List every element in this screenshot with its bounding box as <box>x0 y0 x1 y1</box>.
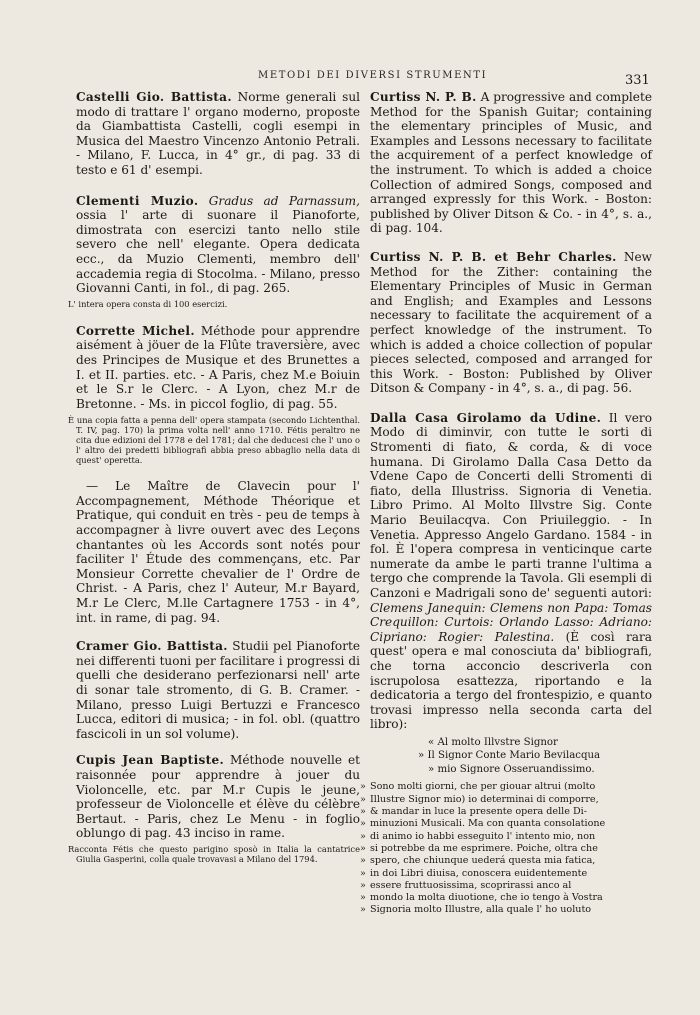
entry-heading: Clementi Muzio. <box>76 193 199 208</box>
right-column <box>360 90 652 917</box>
quote-line: » Sono molti giorni, che per giouar altrui (molto <box>360 781 596 793</box>
entry-heading: Curtiss N. P. B. <box>370 90 477 104</box>
entry-text: Studii pel Pianoforte nei differenti tuoni per facilitare i progressi di quelli che desiderano perfezionarsi nell' arte di sonar tale stromento, di G. B. Cramer. - Milano, presso Luigi Bertuzzi e Francesco Lucca, editori di musica; - in fol. obl. (quattro fascicoli in un sol volume). <box>76 639 360 741</box>
entry-authors: Clemens Janequin: Clemens non Papa: Tomas Crequillon: Curtois: Orlando Lasso: Adriano: Cipriano: Rogier: Palestina. <box>370 600 652 644</box>
entry-text: Il vero Modo di diminvir, con tutte le sorti di Stromenti di fiato, & corda, & di voce humana. Di Girolamo Dalla Casa Detto da Vdene Capo de Concerti delli Stromenti di fiato, della Illustriss. Signoria di Venetia. Libro Primo. Al Molto Illvstre Sig. Conte Mario Beuilacqva. Con Priuileggio. - In Venetia. Appresso Angelo Gardano. 1584 - in fol. È l'opera compresa in venticinque carte numerate da ambe le parti tranne l'ultima a tergo che comprende la Tavola. Gli esempli di Canzoni e Madrigali sono de' seguenti autori: <box>370 410 652 600</box>
entry-heading: Cramer Gio. Battista. <box>76 639 228 654</box>
entry-dalla-casa <box>370 411 652 732</box>
entry-note: Racconta Fétis che questo parigino sposò in Italia la cantatrice Giulia Gasperini, colla quale trovavasi a Milano del 1794. <box>68 843 360 864</box>
left-column <box>68 90 360 864</box>
verse-line: » mio Signore Osseruandissimo. <box>428 763 595 775</box>
entry-heading: Dalla Casa Girolamo da Udine. <box>370 410 602 425</box>
page-number: 331 <box>625 73 650 88</box>
entry-note: L' intera opera consta di 100 esercizi. <box>68 298 228 309</box>
entry-text: Méthode nouvelle et raisonnée pour apprendre à jouer du Violoncelle, etc. par M.r Cupis le jeune, professeur de Violoncelle et élève du célèbre Bertaut. - Paris, chez Le Menu - in foglio oblungo di pag. 43 inciso in rame. <box>76 753 360 841</box>
entry-castelli <box>76 90 360 178</box>
entry-text: A progressive and complete Method for the Spanish Guitar; containing the elementary principles of Music, and Examples and Lessons necessary to facilitate the acquirement of a perfect knowledge of the instrument. To which is added a choice Collection of admired Songs, composed and arranged expressly for this Work. - Boston: published by Oliver Ditson & Co. - in 4°, s. a., di pag. 104. <box>370 90 652 236</box>
verse-line: « Al molto Illvstre Signor <box>428 736 558 748</box>
running-title: METODI DEI DIVERSI STRUMENTI <box>258 70 488 81</box>
entry-text-continued: (È così rara quest' opera e mal conosciuta da' bibliografi, che torna acconcio descriverla con iscrupolosa esattezza, riportando e la dedicatoria a tergo del frontespizio, e quanto trovasi impresso nella seconda carta del libro): <box>370 629 652 732</box>
entry-text: Norme generali sul modo di trattare l' organo moderno, proposte da Giambattista Castelli, cogli esempi in Musica del Maestro Vincenzo Antonio Petrali. - Milano, F. Lucca, in 4° gr., di pag. 33 di testo e 61 d' esempi. <box>76 90 360 177</box>
quote-line: » Signoria molto Illustre, alla quale l' ho uoluto <box>360 904 592 916</box>
entry-cupis <box>76 753 360 841</box>
entry-corrette-second: — Le Maître de Clavecin pour l' Accompagnement, Méthode Théorique et Pratique, qui conduit en très - peu de temps à accompagner à livre ouvert avec des Leçons chantantes où les Accords sont notés pour faciliter l' Étude des commençans, etc. Par Monsieur Corrette chevalier de l' Ordre de Christ. - A Paris, chez l' Auteur, M.r Bayard, M.r Le Clerc, M.lle Cartagnere 1753 - in 4°, int. in rame, di pag. 94. <box>76 479 360 625</box>
entry-clementi <box>76 194 360 296</box>
verse-line: » Il Signor Conte Mario Bevilacqua <box>418 750 601 762</box>
entry-curtiss <box>370 90 652 236</box>
entry-text: ossia l' arte di suonare il Pianoforte, dimostrata con esercizi tanto nello stile severo che nell' elegante. Opera dedicata ecc., da Muzio Clementi, membro dell' accademia regia di Stocolma. - Milano, presso Giovanni Canti, in fol., di pag. 265. <box>76 208 360 296</box>
dedication-verse <box>370 736 652 777</box>
entry-text: Méthode pour apprendre aisément à jöuer de la Flûte traversière, avec des Principes de Musique et des Brunettes a I. et II. parties. etc. - A Paris, chez M.e Boiuin et le S.r le Clerc. - A Lyon, chez M.r de Bretonne. - Ms. in piccol foglio, di pag. 55. <box>76 323 360 411</box>
entry-heading: Corrette Michel. <box>76 323 195 338</box>
quote-line: » minuzioni Musicali. Ma con quanta consolatione <box>360 818 606 830</box>
quote-line: » si potrebbe da me esprimere. Poiche, oltra che <box>360 842 598 854</box>
quote-line: » in doi Libri diuisa, conoscera euidentemente <box>360 867 588 879</box>
entry-heading: Curtiss N. P. B. et Behr Charles. <box>370 249 617 264</box>
quote-line: » essere fruttuosissima, scoprirassi anco al <box>360 879 572 891</box>
entry-title: Gradus ad Parnassum, <box>208 193 360 208</box>
entry-text: New Method for the Zither: containing the Elementary Principles of Music in German and English; and Examples and Lessons necessary to facilitate the acquirement of a perfect knowledge of the instrument. To which is added a choice collection of popular pieces selected, composed and arranged for this Work. - Boston: Published by Oliver Ditson & Company - in 4°, s. a., di pag. 56. <box>370 249 652 396</box>
entry-curtiss-behr <box>370 250 652 396</box>
quote-line: » & mandar in luce la presente opera delle Di- <box>360 806 587 818</box>
entry-heading: Castelli Gio. Battista. <box>76 90 232 104</box>
quote-line: » di animo io habbi esseguito l' intento mio, non <box>360 830 596 842</box>
quote-line: » Illustre Signor mio) io determinai di comporre, <box>360 793 599 805</box>
quote-line: » mondo la molta diuotione, che io tengo à Vostra <box>360 892 603 904</box>
entry-note: È una copia fatta a penna dell' opera stampata (secondo Lichtenthal. T. IV, pag. 170) la prima volta nell' anno 1710. Fétis peraltro ne cita due edizioni del 1778 e del 1781; dal che deducesi che l' uno o l' altro dei predetti bibliografi abbia preso abbaglio nella data di quest' operetta. <box>68 415 360 466</box>
entry-heading: Cupis Jean Baptiste. <box>76 753 224 768</box>
entry-cramer <box>76 639 360 741</box>
dedication-quote <box>360 781 652 916</box>
entry-corrette <box>76 324 360 412</box>
quote-line: » spero, che chiunque uederá questa mia fatica, <box>360 855 596 867</box>
